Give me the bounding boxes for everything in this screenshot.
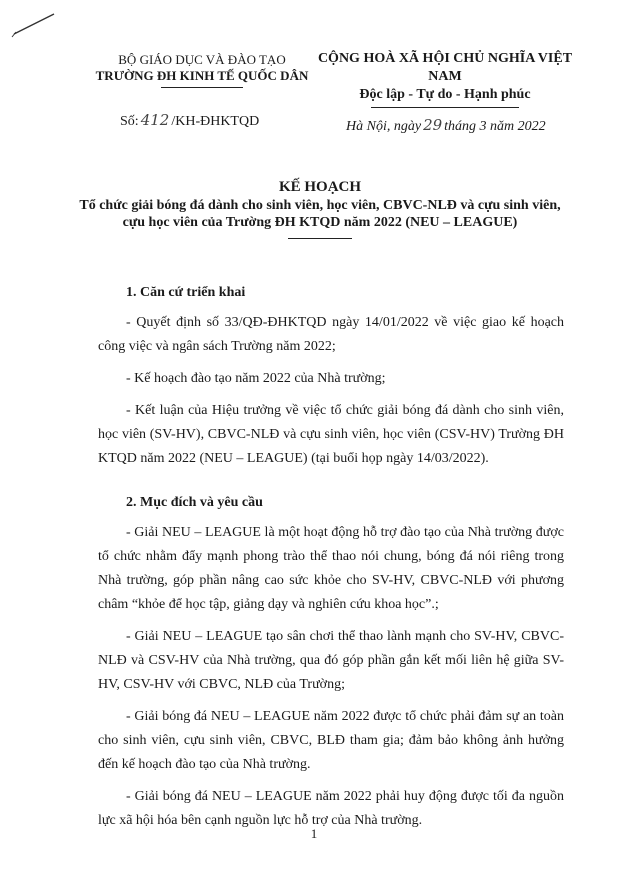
document-title-block [70,178,570,239]
body-paragraph: - Quyết định số 33/QĐ-ĐHKTQD ngày 14/01/2022 về việc giao kế hoạch công việc và ngân sách Trường năm 2022; [98,315,564,354]
date-prefix: Hà Nội, ngày [346,119,422,134]
document-number [120,111,259,130]
nation-name: CỘNG HOÀ XÃ HỘI CHỦ NGHĨA VIỆT NAM [317,51,573,84]
doc-number-prefix: Số: [120,114,139,129]
document-title: KẾ HOẠCH [278,179,362,195]
section-heading: 2. Mục đích và yêu cầu [126,495,263,510]
title-underline [288,238,352,239]
body-paragraph: - Kế hoạch đào tạo năm 2022 của Nhà trường; [126,371,386,386]
header-left-underline [161,87,243,88]
page-number: 1 [310,826,318,841]
date-suffix: tháng 3 năm 2022 [444,119,546,134]
national-motto: Độc lập - Tự do - Hạnh phúc [359,87,531,102]
document-subtitle: Tổ chức giải bóng đá dành cho sinh viên, học viên, CBVC-NLĐ và cựu sinh viên, cựu học viên của Trường ĐH KTQD năm 2022 (NEU – LEAGUE) [79,198,561,230]
date-day-handwritten: 29 [423,116,443,134]
date-line [346,116,546,135]
body-paragraph: - Giải NEU – LEAGUE tạo sân chơi thể thao lành mạnh cho SV-HV, CBVC-NLĐ và CSV-HV của Nhà trường, qua đó góp phần gắn kết mối liên hệ giữa SV-HV, CSV-HV với CBVC, NLĐ của Trường; [98,629,564,692]
pen-stroke-mark [10,8,60,38]
header-right-underline [371,107,519,108]
body-paragraph: - Giải bóng đá NEU – LEAGUE năm 2022 được tổ chức phải đảm sự an toàn cho sinh viên, cựu sinh viên, CBVC, BLĐ tham gia; đảm bảo không ảnh hưởng đến kế hoạch đào tạo của Nhà trường. [98,709,564,772]
national-header [305,50,585,108]
school-name: TRƯỜNG ĐH KINH TẾ QUỐC DÂN [95,68,309,83]
section-spacer [98,479,564,493]
issuing-authority-header [92,52,312,88]
section-heading: 1. Căn cứ triển khai [126,285,246,300]
ministry-name: BỘ GIÁO DỤC VÀ ĐÀO TẠO [118,52,286,67]
doc-number-suffix: /KH-ĐHKTQD [171,114,260,129]
doc-number-handwritten: 412 [140,111,170,129]
body-paragraph: - Giải bóng đá NEU – LEAGUE năm 2022 phải huy động được tối đa nguồn lực xã hội hóa bên cạnh nguồn lực hỗ trợ của Nhà trường. [98,789,564,828]
body-paragraph: - Giải NEU – LEAGUE là một hoạt động hỗ trợ đào tạo của Nhà trường được tổ chức nhằm đẩy mạnh phong trào thể thao nói chung, bóng đá nói riêng trong Nhà trường, góp phần nâng cao sức khỏe cho SV-HV, CBVC-NLĐ với phương châm “khỏe để học tập, giảng dạy và nghiên cứu khoa học”.; [98,525,564,612]
document-body [98,283,564,841]
body-paragraph: - Kết luận của Hiệu trưởng về việc tổ chức giải bóng đá dành cho sinh viên, học viên (SV-HV), CBVC-NLĐ và cựu sinh viên, học viên (CSV-HV) Trường ĐH KTQD năm 2022 (NEU – LEAGUE) (tại buổi họp ngày 14/03/2022). [98,403,564,466]
